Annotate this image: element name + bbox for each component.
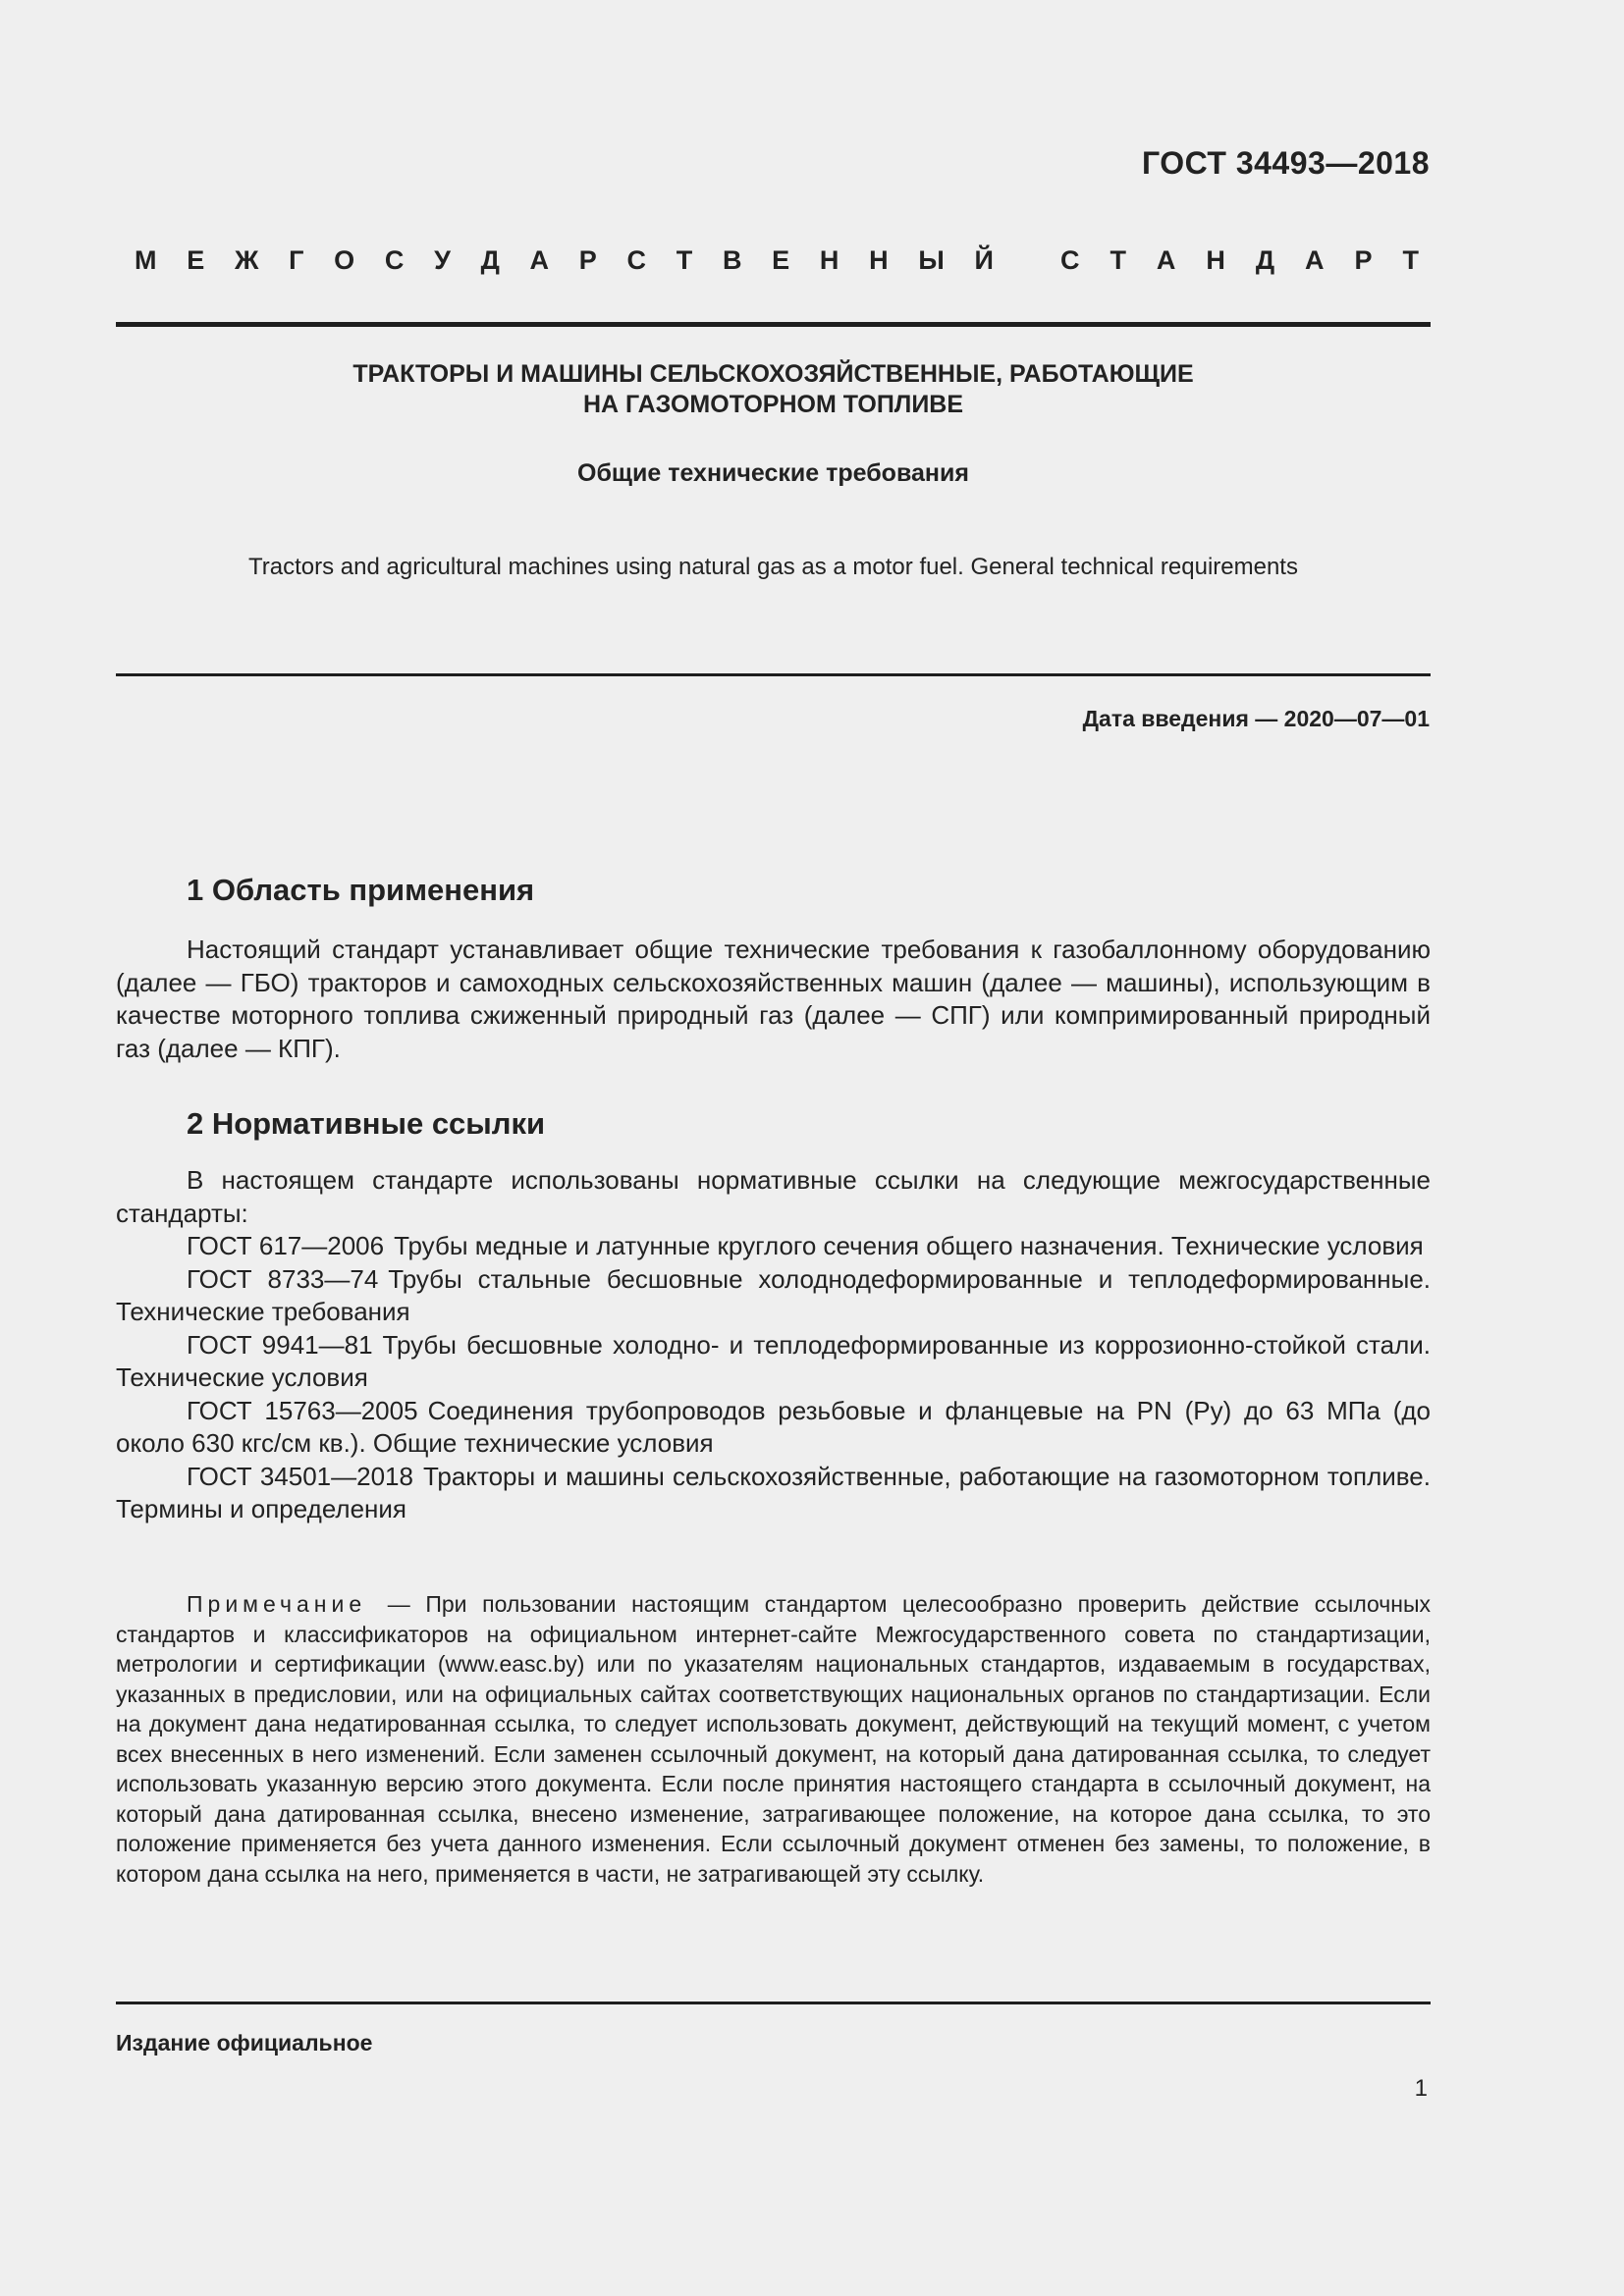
reference-item [116,1395,1431,1461]
reference-item [116,1461,1431,1526]
heading-letter: С [626,245,646,275]
note-paragraph [116,1589,1431,1889]
section-2-intro: В настоящем стандарте использованы нормативные ссылки на следующие межгосударственные стандарты: [116,1165,1431,1228]
heading-letter: Д [1255,245,1275,275]
english-title: Tractors and agricultural machines using natural gas as a motor fuel. General technical requirements [248,554,1298,580]
introduction-date: Дата введения — 2020—07—01 [1082,706,1430,731]
heading-letter: С [1060,245,1080,275]
reference-code: ГОСТ 34501—2018 [187,1461,413,1491]
reference-title: Трубы стальные бесшовные холоднодеформированные и теплодеформированные. Технические требования [116,1263,1432,1326]
reference-code: ГОСТ 617—2006 [187,1231,385,1260]
heading-letter: Р [578,245,597,275]
edition-label: Издание официальное [116,2030,373,2056]
heading-letter: Т [1110,245,1126,275]
heading-letter: В [722,245,742,275]
heading-letter: М [135,245,157,275]
document-number: ГОСТ 34493—2018 [1141,145,1430,181]
reference-code: ГОСТ 15763—2005 [187,1395,418,1425]
standard-type-word-standard [1060,245,1419,276]
standard-type-heading [135,245,1419,276]
reference-code: ГОСТ 8733—74 [187,1263,379,1294]
reference-title: Трубы бесшовные холодно- и теплодеформированные из коррозионно-стойкой стали. Технические условия [116,1329,1431,1392]
section-1-heading: 1 Область применения [187,873,535,907]
heading-letter: У [434,245,451,275]
standard-type-word-interstate [135,245,994,276]
heading-letter: А [1156,245,1176,275]
heading-letter: Д [480,245,500,275]
heading-letter: Е [187,245,205,275]
heading-letter: Г [289,245,304,275]
heading-letter: С [384,245,405,275]
heading-letter: Ы [918,245,945,275]
heading-letter: Р [1354,245,1373,275]
heading-letter: Н [819,245,839,275]
reference-title: Соединения трубопроводов резьбовые и фланцевые на PN (Ру) до 63 МПа (до около 630 кгс/см кв.). Общие технические условия [116,1395,1431,1458]
header-rule [116,322,1431,327]
heading-letter: Т [1402,245,1419,275]
section-1-text: Настоящий стандарт устанавливает общие технические требования к газобаллонному оборудованию (далее — ГБО) тракторов и самоходных сельскохозяйственных машин (далее — машины), использующим в качестве моторного топлива сжиженный природный газ (далее — СПГ) или компримированный природный газ (далее — КПГ). [116,934,1431,1063]
footer-rule [116,2002,1431,2004]
heading-letter: О [334,245,355,275]
reference-item [116,1230,1431,1263]
section-2-heading: 2 Нормативные ссылки [187,1106,546,1141]
heading-letter: Т [676,245,693,275]
note-text: — При пользовании настоящим стандартом целесообразно проверить действие ссылочных стандартов и классификаторов на официальном интернет-сайте Межгосударственного совета по стандартизации, метрологии и сертификации (www.easc.by) или по указателям национальных стандартов, издаваемым в государствах, указанных в предисловии, или на официальных сайтах соответствующих национальных органов по стандартизации. Если на документ дана недатированная ссылка, то следует использовать документ, действующий на текущий момент, с учетом всех внесенных в него изменений. Если заменен ссылочный документ, на который дана датированная ссылка, то следует использовать указанную версию этого документа. Если после принятия настоящего стандарта в ссылочный документ, на который дана датированная ссылка, внесено изменение, затрагивающее положение, на которое дана ссылка, то это положение применяется без учета данного изменения. Если ссылочный документ отменен без замены, то положение, в котором дана ссылка на него, применяется в части, не затрагивающей эту ссылку. [116,1591,1431,1887]
title-line-2: НА ГАЗОМОТОРНОМ ТОПЛИВЕ [582,391,964,418]
reference-code: ГОСТ 9941—81 [187,1329,373,1360]
title-line-1: ТРАКТОРЫ И МАШИНЫ СЕЛЬСКОХОЗЯЙСТВЕННЫЕ, РАБОТАЮЩИЕ [352,360,1194,388]
reference-title: Тракторы и машины сельскохозяйственные, работающие на газомоторном топливе. Термины и определения [116,1461,1431,1523]
reference-item [116,1329,1431,1395]
document-subtitle: Общие технические требования [577,459,969,487]
page-number: 1 [1414,2075,1428,2102]
heading-letter: Н [869,245,889,275]
heading-letter: Ж [234,245,259,275]
title-rule [116,673,1431,676]
document-title [116,359,1431,420]
heading-letter: А [529,245,550,275]
heading-letter: Н [1206,245,1225,275]
heading-letter: Й [974,245,994,275]
heading-letter: Е [772,245,790,275]
heading-letter: А [1305,245,1325,275]
reference-title: Трубы медные и латунные круглого сечения общего назначения. Технические условия [394,1231,1424,1260]
reference-list [116,1230,1431,1526]
note-label: Примечание [187,1591,367,1617]
reference-item [116,1263,1431,1329]
